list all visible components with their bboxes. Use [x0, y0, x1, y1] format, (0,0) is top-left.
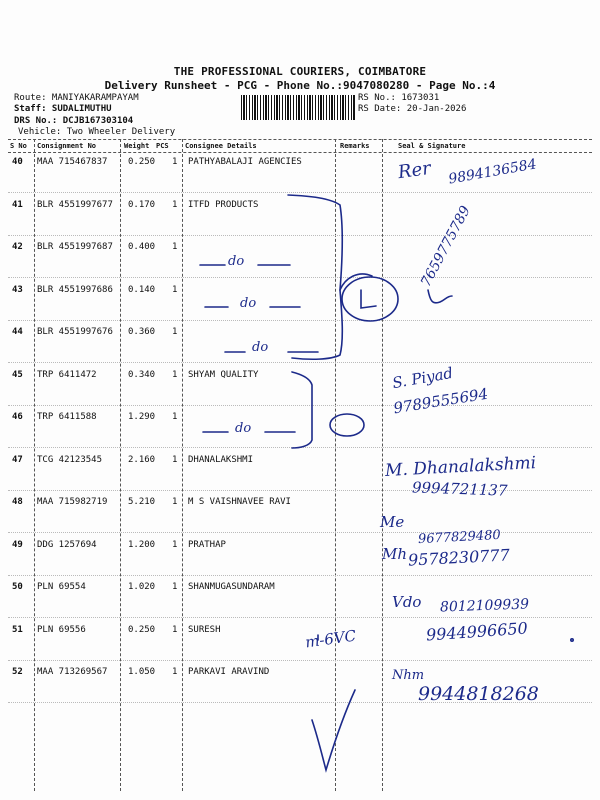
column-divider	[34, 139, 35, 791]
row-weight: 0.400	[128, 242, 156, 252]
row-pcs: 1	[172, 285, 178, 295]
row-pcs: 1	[172, 582, 178, 592]
drs-number: DRS No.: DCJB167303104	[14, 116, 134, 126]
row-consignee: SHANMUGASUNDARAM	[188, 582, 275, 592]
table-top-rule	[8, 139, 592, 140]
row-weight: 1.020	[128, 582, 156, 592]
row-consignee: PARKAVI ARAVIND	[188, 667, 270, 677]
runsheet-title: Delivery Runsheet - PCG - Phone No.:9047080280 - Page No.:4	[104, 79, 496, 92]
row-pcs: 1	[172, 200, 178, 210]
table-header-rule	[8, 152, 592, 153]
row-consignment-no: MAA 715982719	[37, 497, 108, 507]
row-sno: 48	[12, 497, 23, 507]
column-divider	[335, 139, 336, 791]
row-weight: 1.200	[128, 540, 156, 550]
rs-number: RS No.: 1673031	[358, 93, 440, 103]
phone-row-45: 9789555694	[392, 384, 490, 418]
row-weight: 0.340	[128, 370, 156, 380]
row-separator	[8, 405, 592, 406]
barcode	[241, 95, 355, 120]
col-header-consignee: Consignee Details	[185, 142, 257, 150]
row-consignee: SURESH	[188, 625, 221, 635]
company-name: THE PROFESSIONAL COURIERS, COIMBATORE	[173, 65, 427, 78]
vehicle-label: Vehicle: Two Wheeler Delivery	[18, 127, 176, 137]
ditto-mark: do	[252, 340, 269, 355]
row-weight: 0.250	[128, 157, 156, 167]
row-consignment-no: MAA 715467837	[37, 157, 108, 167]
row-consignment-no: BLR 4551997686	[37, 285, 113, 295]
row-weight: 1.290	[128, 412, 156, 422]
row-pcs: 1	[172, 242, 178, 252]
col-header-weight: Weight	[124, 142, 150, 150]
phone-row-50: 8012109939	[439, 596, 530, 616]
signature-row-50: Vdo	[392, 593, 422, 611]
row-consignee: M S VAISHNAVEE RAVI	[188, 497, 291, 507]
row-separator	[8, 192, 592, 193]
row-sno: 43	[12, 285, 23, 295]
row-pcs: 1	[172, 497, 178, 507]
bracket-stroke	[292, 372, 312, 448]
signature-row-48: Me	[380, 513, 405, 531]
row-sno: 44	[12, 327, 23, 337]
row-separator	[8, 447, 592, 448]
row-separator	[8, 277, 592, 278]
row-sno: 45	[12, 370, 23, 380]
row-consignee: PRATHAP	[188, 540, 226, 550]
row-sno: 42	[12, 242, 23, 252]
col-header-sno: S No	[10, 142, 27, 150]
dot-stroke	[571, 639, 573, 641]
row-pcs: 1	[172, 370, 178, 380]
row-weight: 0.170	[128, 200, 156, 210]
row-consignment-no: PLN 69556	[37, 625, 86, 635]
column-divider	[382, 139, 383, 791]
col-header-seal: Seal & Signature	[398, 142, 466, 150]
row-consignment-no: BLR 4551997676	[37, 327, 113, 337]
staff-label: Staff: SUDALIMUTHU	[14, 104, 112, 114]
phone-row-47: 9994721137	[411, 478, 508, 500]
row-consignment-no: PLN 69554	[37, 582, 86, 592]
phone-row-48: 9677829480	[417, 527, 502, 548]
row-sno: 50	[12, 582, 23, 592]
row-pcs: 1	[172, 455, 178, 465]
row-sno: 41	[12, 200, 23, 210]
row-weight: 2.160	[128, 455, 156, 465]
signature-row-49: Mh	[382, 545, 408, 563]
row-consignment-no: TRP 6411588	[37, 412, 97, 422]
phone-row-51: 9944996650	[425, 618, 529, 645]
column-divider	[182, 139, 183, 791]
row-consignment-no: BLR 4551997677	[37, 200, 113, 210]
row-consignee: SHYAM QUALITY	[188, 370, 259, 380]
row-pcs: 1	[172, 412, 178, 422]
row-consignment-no: DDG 1257694	[37, 540, 97, 550]
row-consignment-no: TCG 42123545	[37, 455, 103, 465]
route-label: Route: MANIYAKARAMPAYAM	[14, 93, 139, 103]
col-header-consignment: Consignment No	[37, 142, 97, 150]
row-separator	[8, 235, 592, 236]
note-row-51: m-6VC	[303, 626, 358, 652]
circle-stroke	[342, 277, 398, 321]
row-sno: 52	[12, 667, 23, 677]
row-sno: 46	[12, 412, 23, 422]
ditto-mark: do	[240, 296, 257, 311]
row-weight: 5.210	[128, 497, 156, 507]
row-sno: 47	[12, 455, 23, 465]
phone-row-43: 7659775789	[418, 203, 474, 290]
column-divider	[120, 139, 121, 791]
row-consignee: PATHYABALAJI AGENCIES	[188, 157, 302, 167]
initials-stroke	[361, 290, 376, 308]
row-weight: 1.050	[128, 667, 156, 677]
row-consignment-no: TRP 6411472	[37, 370, 97, 380]
row-weight: 0.250	[128, 625, 156, 635]
row-separator	[8, 617, 592, 618]
row-consignee: DHANALAKSHMI	[188, 455, 254, 465]
signature-stroke	[428, 290, 452, 303]
col-header-pcs: PCS	[156, 142, 169, 150]
rs-date: RS Date: 20-Jan-2026	[358, 104, 467, 114]
col-header-remarks: Remarks	[340, 142, 370, 150]
row-consignment-no: BLR 4551997687	[37, 242, 113, 252]
row-separator	[8, 532, 592, 533]
ditto-mark: do	[228, 254, 245, 269]
row-separator	[8, 660, 592, 661]
row-pcs: 1	[172, 625, 178, 635]
row-weight: 0.140	[128, 285, 156, 295]
row-pcs: 1	[172, 157, 178, 167]
row-separator	[8, 320, 592, 321]
row-separator	[8, 575, 592, 576]
row-sno: 49	[12, 540, 23, 550]
row-pcs: 1	[172, 540, 178, 550]
name-row-47: M. Dhanalakshmi	[384, 453, 537, 481]
name-row-45: S. Piyad	[390, 363, 455, 393]
row-pcs: 1	[172, 327, 178, 337]
row-pcs: 1	[172, 667, 178, 677]
row-consignee: ITFD PRODUCTS	[188, 200, 259, 210]
signature-row-40: Rer	[396, 157, 433, 184]
row-sno: 51	[12, 625, 23, 635]
row-consignment-no: MAA 713269567	[37, 667, 108, 677]
phone-row-40: 9894136584	[447, 156, 538, 188]
phone-row-49: 9578230777	[407, 545, 511, 570]
signature-row-52: Nhm	[392, 668, 425, 683]
row-sno: 40	[12, 157, 23, 167]
row-separator	[8, 362, 592, 363]
phone-row-52: 9944818268	[418, 683, 539, 705]
row-weight: 0.360	[128, 327, 156, 337]
ditto-mark: do	[235, 421, 252, 436]
